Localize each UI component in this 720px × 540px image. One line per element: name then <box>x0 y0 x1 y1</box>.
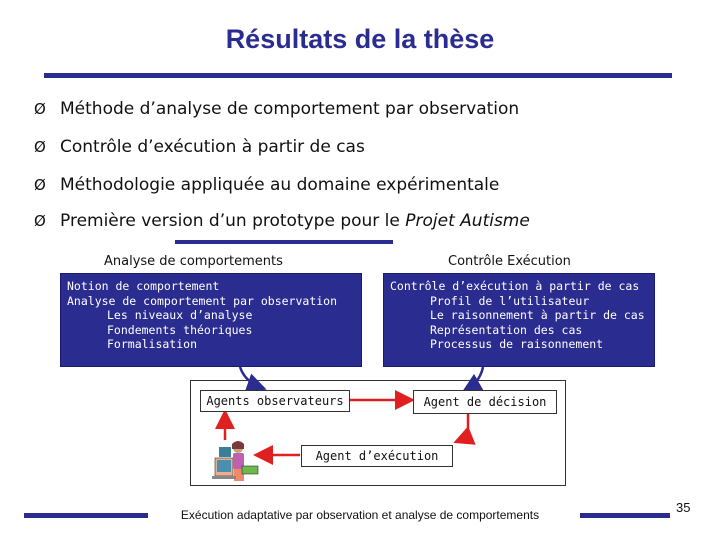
footer-caption: Exécution adaptative par observation et analyse de comportements <box>180 508 540 522</box>
panel-line: Représentation des cas <box>430 322 583 337</box>
panel-line: Contrôle d’exécution à partir de cas <box>390 279 640 293</box>
decision-to-execution-arrow <box>458 413 468 441</box>
panel-line: Formalisation <box>107 337 198 351</box>
bullet-text: Méthodologie appliquée au domaine expérimentale <box>60 175 500 195</box>
left-panel-arrow <box>240 367 262 388</box>
panel-line: Le raisonnement à partir de cas <box>430 308 645 322</box>
person-at-computer-icon <box>212 441 258 481</box>
decision-agent-box: Agent de décision <box>413 390 557 414</box>
arrow-bullet-icon: Ø <box>34 138 46 156</box>
arrow-bullet-icon: Ø <box>34 100 46 118</box>
slide-title: Résultats de la thèse <box>225 24 495 54</box>
bullet-emphasis: Projet Autisme <box>405 211 530 231</box>
right-column-header: Contrôle Exécution <box>448 254 571 269</box>
panel-line: Les niveaux d’analyse <box>107 308 253 322</box>
bullet-text: Contrôle d’exécution à partir de cas <box>60 137 365 157</box>
panel-line: Processus de raisonnement <box>430 337 604 351</box>
panel-line: Analyse de comportement par observation <box>67 293 338 308</box>
bullet-text: Méthode d’analyse de comportement par observation <box>60 99 520 119</box>
agents-observers-box: Agents observateurs <box>200 390 350 412</box>
arrow-bullet-icon: Ø <box>34 212 46 230</box>
execution-agent-box: Agent d’exécution <box>301 445 453 467</box>
panel-line: Profil de l’utilisateur <box>430 293 590 308</box>
panel-line: Fondements théoriques <box>107 322 253 337</box>
right-panel-arrow <box>466 367 483 390</box>
left-column-header: Analyse de comportements <box>104 254 283 269</box>
bullet-text: Première version d’un prototype pour le <box>60 211 406 231</box>
panel-line: Notion de comportement <box>67 279 220 293</box>
page-number: 35 <box>676 500 691 515</box>
footer-rule-left <box>24 513 148 518</box>
arrow-bullet-icon: Ø <box>34 176 46 194</box>
footer-rule-right <box>580 513 670 518</box>
